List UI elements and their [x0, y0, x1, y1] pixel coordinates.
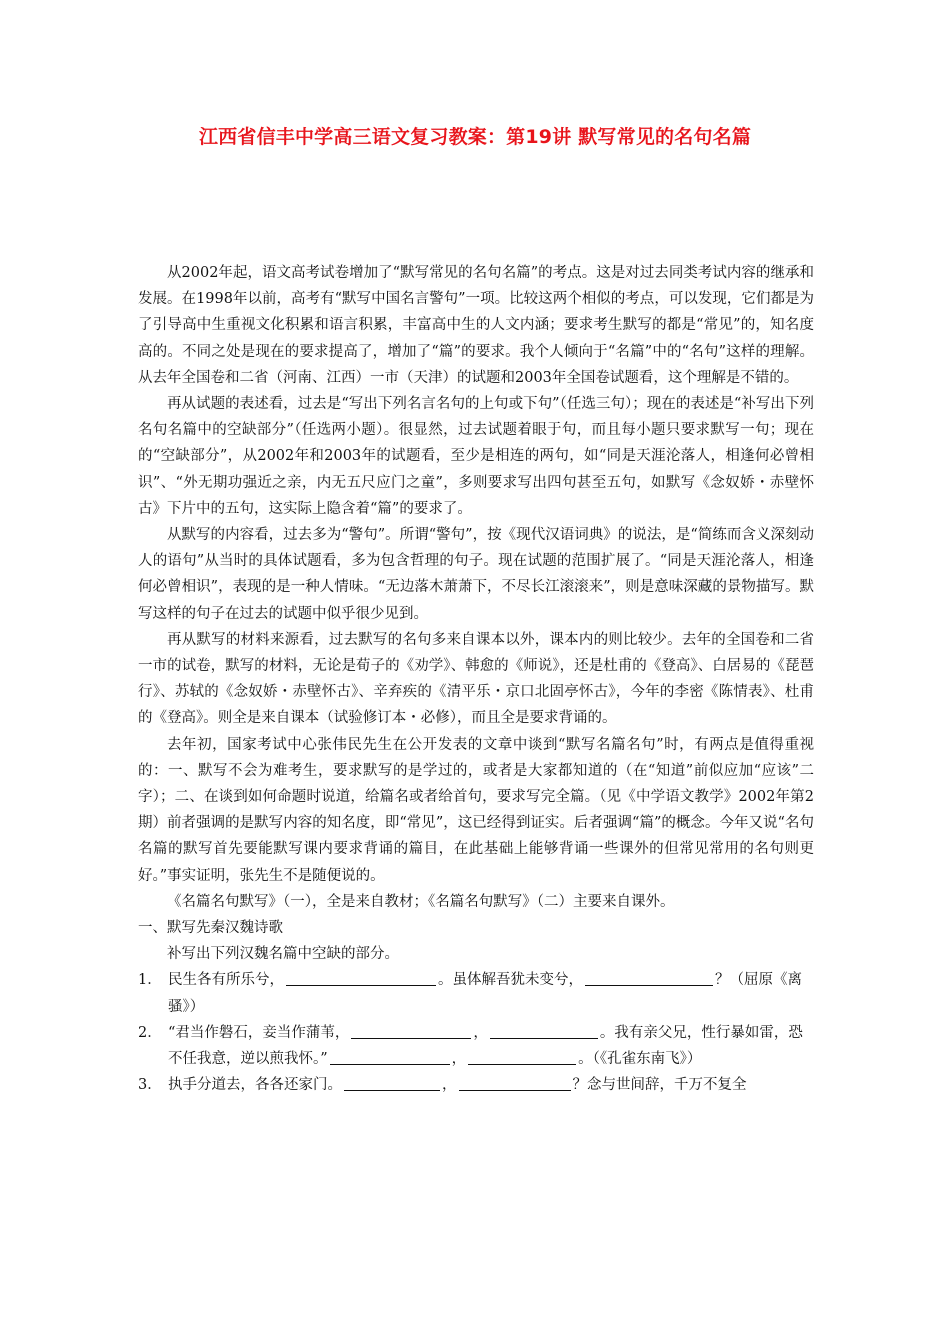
answer-blank[interactable]	[351, 1022, 471, 1039]
document-body	[138, 260, 814, 1099]
question-3	[138, 1072, 814, 1098]
paragraph-6: 《名篇名句默写》（一），全是来自教材；《名篇名句默写》（二）主要来自课外。	[167, 893, 675, 910]
paragraph-1: 从2002年起，语文高考试卷增加了“默写常见的名句名篇”的考点。这是对过去同类考试内容的继承和发展。在1998年以前，高考有“默写中国名言警句”一项。比较这两个相似的考点，可以发现，它们都是为了引导高中生重视文化积累和语言积累，丰富高中生的人文内涵；要求考生默写的都是“常见”的，知名度高的。不同之处是现在的要求提高了，增加了“篇”的要求。我个人倾向于“名篇”中的“名句”这样的理解。从去年全国卷和二省（河南、江西）一市（天津）的试题和2003年全国卷试题看，这个理解是不错的。	[138, 265, 814, 386]
question-number: 3．	[138, 1077, 162, 1094]
paragraph-5: 去年初，国家考试中心张伟民先生在公开发表的文章中谈到“默写名篇名句”时，有两点是值得重视的：一、默写不会为难考生，要求默写的是学过的，或者是大家都知道的（在“知道”前似应加“应该”二字）；二、在谈到如何命题时说道，给篇名或者给首句，要求写完全篇。（见《中学语文教学》2002年第2期）前者强调的是默写内容的知名度，即“常见”，这已经得到证实。后者强调“篇”的概念。今年又说“名句名篇的默写首先要能默写课内要求背诵的篇目，在此基础上能够背诵一些课外的但常见常用的名句则更好。”事实证明，张先生不是随便说的。	[138, 736, 814, 884]
question-text: ，	[473, 1024, 488, 1041]
question-text: 民生各有所乐兮，	[168, 972, 284, 989]
question-text: 。（《孔雀东南飞》）	[578, 1051, 702, 1068]
paragraph-4: 再从默写的材料来源看，过去默写的名句多来自课本以外，课本内的则比较少。去年的全国卷和二省一市的试卷，默写的材料，无论是荀子的《劝学》、韩愈的《师说》，还是杜甫的《登高》、白居易的《琵琶行》、苏轼的《念奴娇・赤壁怀古》、辛弃疾的《清平乐・京口北固亭怀古》，今年的李密《陈情表》、杜甫的《登高》。则全是来自课本（试验修订本・必修），而且全是要求背诵的。	[138, 631, 814, 727]
answer-blank[interactable]	[585, 969, 713, 986]
document-title: 江西省信丰中学高三语文复习教案：第19讲 默写常见的名句名篇	[198, 126, 752, 148]
question-text: 执手分道去，各各还家门。	[168, 1077, 342, 1094]
question-text: 。我有亲父兄，性行暴如雷，恐不任我意，逆以煎我怀。”	[168, 1024, 803, 1068]
question-text: 。虽体解吾犹未变兮，	[438, 972, 583, 989]
answer-blank[interactable]	[330, 1048, 450, 1065]
question-text: ，	[451, 1051, 467, 1068]
answer-blank[interactable]	[344, 1074, 440, 1091]
answer-blank[interactable]	[468, 1048, 576, 1065]
question-number: 2．	[138, 1024, 162, 1041]
question-text: ？念与世间辞，千万不复全	[572, 1077, 747, 1094]
answer-blank[interactable]	[459, 1074, 571, 1091]
answer-blank[interactable]	[286, 969, 436, 986]
question-1	[138, 967, 814, 1019]
paragraph-2: 再从试题的表述看，过去是“写出下列名言名句的上句或下句”（任选三句）；现在的表述是“补写出下列名句名篇中的空缺部分”（任选两小题）。很显然，过去试题着眼于句，而且每小题只要求默写一句；现在的“空缺部分”，从2002年和2003年的试题看，至少是相连的两句，如“同是天涯沦落人，相逢何必曾相识”、“外无期功强近之亲，内无五尺应门之童”，多则要求写出四句甚至五句，如默写《念奴娇・赤壁怀古》下片中的五句，这实际上隐含着“篇”的要求了。	[138, 396, 814, 517]
paragraph-3: 从默写的内容看，过去多为“警句”。所谓“警句”，按《现代汉语词典》的说法，是“简练而含义深刻动人的语句”从当时的具体试题看，多为包含哲理的句子。现在试题的范围扩展了。“同是天涯沦落人，相逢何必曾相识”，表现的是一种人情味。“无边落木萧萧下，不尽长江滚滚来”，则是意味深藏的景物描写。默写这样的句子在过去的试题中似乎很少见到。	[138, 527, 814, 622]
question-number: 1．	[138, 972, 162, 989]
question-text: ？（屈原《离骚》）	[168, 972, 802, 1015]
question-text: ，	[442, 1077, 457, 1094]
answer-blank[interactable]	[490, 1022, 598, 1039]
question-text: “君当作磐石，妾当作蒲苇，	[168, 1024, 350, 1041]
question-2	[138, 1020, 814, 1072]
instruction: 补写出下列汉魏名篇中空缺的部分。	[167, 946, 399, 963]
section-heading: 一、默写先秦汉魏诗歌	[138, 920, 283, 937]
